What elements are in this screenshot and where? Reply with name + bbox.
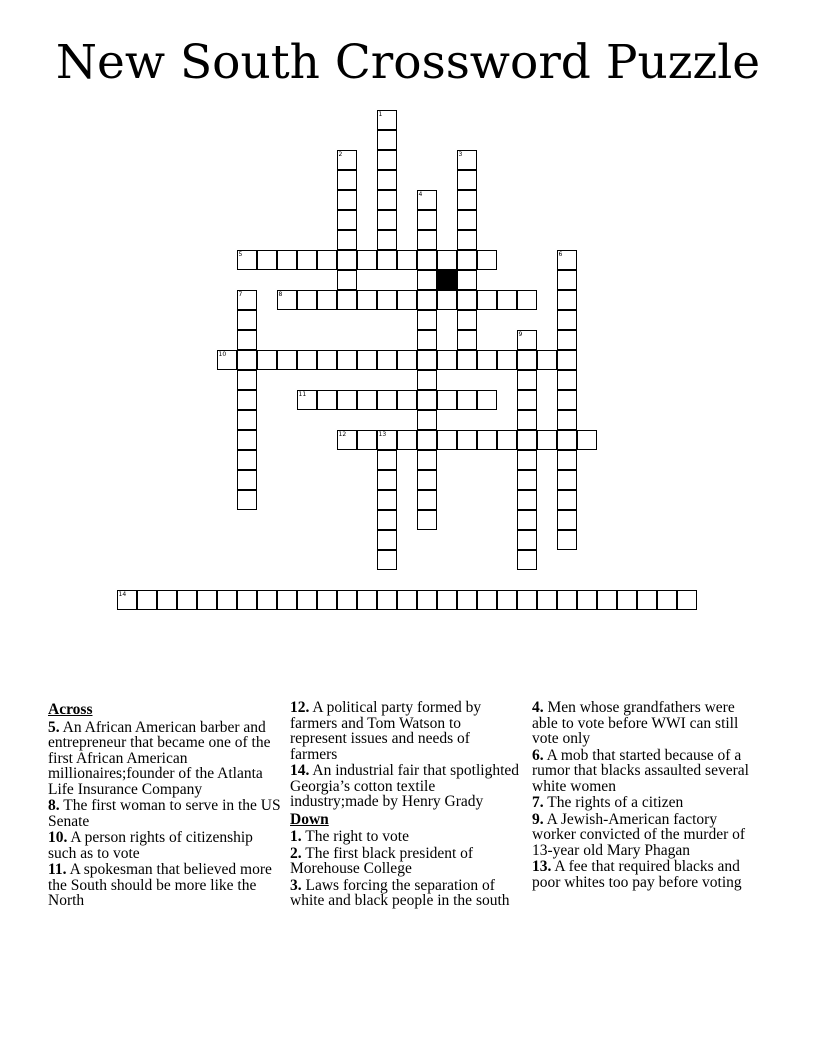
grid-cell[interactable]: [237, 590, 257, 610]
grid-cell[interactable]: [437, 350, 457, 370]
grid-cell[interactable]: [517, 510, 537, 530]
grid-cell[interactable]: [417, 510, 437, 530]
grid-cell[interactable]: [457, 590, 477, 610]
grid-cell[interactable]: [517, 530, 537, 550]
grid-cell[interactable]: [417, 490, 437, 510]
grid-cell[interactable]: [357, 250, 377, 270]
clue-text: The first woman to serve in the US Senate: [48, 797, 281, 830]
grid-cell[interactable]: [517, 370, 537, 390]
grid-cell[interactable]: [317, 390, 337, 410]
grid-cell[interactable]: [377, 230, 397, 250]
cell-number: 14: [118, 590, 127, 598]
grid-cell[interactable]: [557, 450, 577, 470]
grid-cell[interactable]: [197, 590, 217, 610]
grid-cell[interactable]: [377, 430, 397, 450]
clue-across-10: [48, 830, 284, 861]
grid-cell[interactable]: [457, 350, 477, 370]
grid-cell[interactable]: [497, 430, 517, 450]
grid-cell[interactable]: [457, 230, 477, 250]
cell-number: 2: [338, 150, 343, 158]
clue-text: An African American barber and entrepreneur that became one of the first African American millionaires;founder of the Atlanta Life Insurance Company: [48, 718, 271, 798]
grid-cell[interactable]: [457, 330, 477, 350]
grid-cell[interactable]: [557, 250, 577, 270]
grid-cell[interactable]: [577, 430, 597, 450]
grid-cell[interactable]: [377, 110, 397, 130]
clue-number: 6.: [532, 746, 544, 764]
grid-cell[interactable]: [517, 290, 537, 310]
grid-cell[interactable]: [417, 290, 437, 310]
grid-cell[interactable]: [477, 390, 497, 410]
grid-cell[interactable]: [337, 590, 357, 610]
grid-cell[interactable]: [257, 590, 277, 610]
grid-cell[interactable]: [337, 350, 357, 370]
grid-cell[interactable]: [497, 290, 517, 310]
grid-cell[interactable]: [417, 390, 437, 410]
grid-cell[interactable]: [317, 250, 337, 270]
grid-cell[interactable]: [377, 490, 397, 510]
clues-column-1: [48, 700, 284, 910]
clue-down-1: [290, 829, 520, 845]
cell-number: 5: [238, 250, 243, 258]
clue-down-6: [532, 748, 764, 795]
grid-cell[interactable]: [417, 350, 437, 370]
grid-cell[interactable]: [417, 370, 437, 390]
grid-cell[interactable]: [437, 250, 457, 270]
down-heading: Down: [290, 810, 329, 828]
grid-cell[interactable]: [337, 190, 357, 210]
grid-cell[interactable]: [557, 430, 577, 450]
grid-cell[interactable]: [337, 390, 357, 410]
grid-cell[interactable]: [657, 590, 677, 610]
clue-text: The rights of a citizen: [547, 794, 684, 811]
grid-cell[interactable]: [377, 470, 397, 490]
grid-cell[interactable]: [377, 150, 397, 170]
grid-cell[interactable]: [397, 290, 417, 310]
grid-cell[interactable]: [437, 390, 457, 410]
grid-cell[interactable]: [377, 290, 397, 310]
grid-cell[interactable]: [517, 490, 537, 510]
grid-cell[interactable]: [377, 130, 397, 150]
grid-cell[interactable]: [497, 590, 517, 610]
clue-text: An industrial fair that spotlighted Georgia’s cotton textile industry;made by Henry Grady: [290, 762, 520, 810]
grid-cell[interactable]: [517, 450, 537, 470]
grid-cell[interactable]: [237, 390, 257, 410]
clue-text: A Jewish-American factory worker convicted of the murder of 13-year old Mary Phagan: [532, 810, 746, 859]
grid-cell[interactable]: [457, 190, 477, 210]
grid-cell[interactable]: [557, 410, 577, 430]
cell-number: 3: [458, 150, 463, 158]
grid-cell[interactable]: [237, 490, 257, 510]
grid-cell[interactable]: [417, 410, 437, 430]
grid-cell[interactable]: [377, 510, 397, 530]
grid-cell[interactable]: [437, 430, 457, 450]
grid-cell[interactable]: [517, 350, 537, 370]
grid-cell[interactable]: [457, 170, 477, 190]
clue-down-9: [532, 812, 764, 859]
grid-cell[interactable]: [337, 230, 357, 250]
grid-cell[interactable]: [477, 250, 497, 270]
clue-text: The right to vote: [305, 828, 409, 845]
grid-cell[interactable]: [237, 470, 257, 490]
grid-cell[interactable]: [237, 310, 257, 330]
grid-cell[interactable]: [637, 590, 657, 610]
clue-text: A mob that started because of a rumor that blacks assaulted several white women: [532, 746, 749, 795]
grid-cell[interactable]: [277, 590, 297, 610]
cell-number: 7: [238, 290, 243, 298]
grid-cell[interactable]: [557, 530, 577, 550]
grid-cell[interactable]: [557, 370, 577, 390]
clue-down-4: [532, 700, 764, 747]
clue-number: 10.: [48, 829, 68, 846]
clue-across-12: [290, 700, 520, 762]
clue-number: 8.: [48, 797, 60, 814]
grid-cell[interactable]: [397, 350, 417, 370]
clue-number: 3.: [290, 876, 302, 894]
grid-cell[interactable]: [457, 270, 477, 290]
clue-down-7: [532, 795, 764, 811]
grid-cell[interactable]: [477, 590, 497, 610]
grid-cell[interactable]: [537, 350, 557, 370]
puzzle-title: New South Crossword Puzzle: [55, 35, 761, 90]
grid-cell[interactable]: [137, 590, 157, 610]
clue-number: 9.: [532, 810, 544, 828]
grid-cell[interactable]: [357, 350, 377, 370]
clue-number: 1.: [290, 828, 302, 845]
clue-number: 7.: [532, 794, 544, 811]
clue-down-3: [290, 878, 520, 909]
grid-cell[interactable]: [377, 530, 397, 550]
grid-cell[interactable]: [377, 450, 397, 470]
grid-cell[interactable]: [377, 250, 397, 270]
grid-cell[interactable]: [517, 590, 537, 610]
grid-cell[interactable]: [397, 430, 417, 450]
clues-column-2: [290, 700, 520, 910]
grid-cell[interactable]: [517, 470, 537, 490]
grid-cell[interactable]: [297, 390, 317, 410]
grid-cell[interactable]: [297, 590, 317, 610]
grid-cell[interactable]: [177, 590, 197, 610]
grid-cell[interactable]: [517, 550, 537, 570]
grid-cell[interactable]: [277, 250, 297, 270]
grid-cell[interactable]: [317, 290, 337, 310]
grid-cell[interactable]: [377, 590, 397, 610]
grid-cell[interactable]: [477, 290, 497, 310]
grid-cell[interactable]: [417, 230, 437, 250]
grid-cell[interactable]: [517, 330, 537, 350]
grid-cell[interactable]: [217, 350, 237, 370]
clue-text: Men whose grandfathers were able to vote before WWI can still vote only: [532, 699, 739, 747]
grid-cell[interactable]: [297, 350, 317, 370]
grid-cell[interactable]: [237, 450, 257, 470]
clue-down-2: [290, 846, 520, 877]
cell-number: 13: [378, 430, 387, 438]
grid-cell[interactable]: [237, 430, 257, 450]
grid-cell[interactable]: [377, 210, 397, 230]
grid-cell[interactable]: [457, 290, 477, 310]
grid-cell[interactable]: [377, 350, 397, 370]
clue-text: A political party formed by farmers and Tom Watson to represent issues and needs of farmers: [290, 699, 482, 763]
grid-cell[interactable]: [597, 590, 617, 610]
clue-text: A spokesman that believed more the South should be more like the North: [48, 861, 272, 909]
clues-column-3: [532, 700, 764, 891]
grid-cell[interactable]: [417, 330, 437, 350]
cell-number: 1: [378, 110, 383, 118]
grid-cell[interactable]: [257, 250, 277, 270]
grid-cell[interactable]: [397, 250, 417, 270]
clue-text: A fee that required blacks and poor whites too pay before voting: [532, 858, 742, 891]
across-heading: Across: [48, 701, 93, 718]
grid-cell[interactable]: [297, 250, 317, 270]
grid-cell[interactable]: [297, 290, 317, 310]
grid-cell[interactable]: [437, 590, 457, 610]
grid-cell[interactable]: [517, 430, 537, 450]
clue-text: Laws forcing the separation of white and black people in the south: [290, 876, 510, 909]
grid-cell[interactable]: [337, 150, 357, 170]
grid-cell[interactable]: [457, 250, 477, 270]
clue-number: 14.: [290, 762, 310, 779]
grid-cell[interactable]: [397, 390, 417, 410]
grid-cell[interactable]: [357, 390, 377, 410]
grid-cell[interactable]: [377, 390, 397, 410]
grid-cell[interactable]: [117, 590, 137, 610]
clue-across-5: [48, 720, 284, 798]
grid-cell[interactable]: [357, 430, 377, 450]
grid-cell[interactable]: [237, 350, 257, 370]
cell-number: 9: [518, 330, 523, 338]
clue-across-8: [48, 798, 284, 829]
clue-text: A person rights of citizenship such as to vote: [48, 829, 253, 862]
grid-cell[interactable]: [337, 170, 357, 190]
grid-cell[interactable]: [337, 430, 357, 450]
grid-cell[interactable]: [617, 590, 637, 610]
cell-number: 10: [218, 350, 227, 358]
grid-cell[interactable]: [337, 270, 357, 290]
grid-cell[interactable]: [557, 590, 577, 610]
grid-cell[interactable]: [257, 350, 277, 370]
grid-cell[interactable]: [457, 150, 477, 170]
grid-cell[interactable]: [557, 310, 577, 330]
cell-number: 8: [278, 290, 283, 298]
grid-cell[interactable]: [377, 190, 397, 210]
cell-number: 4: [418, 190, 423, 198]
grid-cell[interactable]: [577, 590, 597, 610]
grid-cell[interactable]: [417, 450, 437, 470]
grid-cell[interactable]: [337, 290, 357, 310]
grid-cell[interactable]: [377, 550, 397, 570]
grid-cell[interactable]: [237, 250, 257, 270]
grid-cell[interactable]: [557, 350, 577, 370]
grid-cell[interactable]: [237, 410, 257, 430]
grid-cell[interactable]: [477, 350, 497, 370]
grid-cell[interactable]: [557, 510, 577, 530]
grid-cell[interactable]: [557, 470, 577, 490]
grid-cell[interactable]: [557, 490, 577, 510]
grid-cell[interactable]: [397, 590, 417, 610]
grid-cell[interactable]: [357, 590, 377, 610]
grid-cell[interactable]: [417, 270, 437, 290]
grid-cell[interactable]: [477, 430, 497, 450]
clue-number: 11.: [48, 861, 67, 878]
grid-cell[interactable]: [237, 290, 257, 310]
grid-cell[interactable]: [417, 210, 437, 230]
grid-cell[interactable]: [337, 210, 357, 230]
grid-cell[interactable]: [517, 410, 537, 430]
grid-cell[interactable]: [557, 270, 577, 290]
clue-number: 4.: [532, 699, 544, 716]
clue-number: 12.: [290, 699, 310, 716]
grid-cell[interactable]: [457, 310, 477, 330]
grid-cell[interactable]: [417, 430, 437, 450]
clue-across-14: [290, 763, 520, 810]
grid-cell[interactable]: [497, 350, 517, 370]
grid-cell[interactable]: [417, 470, 437, 490]
grid-cell[interactable]: [437, 290, 457, 310]
grid-cell[interactable]: [557, 330, 577, 350]
grid-cell[interactable]: [417, 190, 437, 210]
grid-cell[interactable]: [417, 250, 437, 270]
grid-cell[interactable]: [457, 210, 477, 230]
grid-cell[interactable]: [237, 330, 257, 350]
grid-cell[interactable]: [557, 390, 577, 410]
cell-number: 12: [338, 430, 347, 438]
grid-cell[interactable]: [457, 390, 477, 410]
grid-cell[interactable]: [277, 350, 297, 370]
grid-cell[interactable]: [457, 430, 477, 450]
grid-cell[interactable]: [357, 290, 377, 310]
grid-black-square: [437, 270, 457, 290]
grid-cell[interactable]: [537, 430, 557, 450]
grid-cell[interactable]: [417, 590, 437, 610]
grid-cell[interactable]: [537, 590, 557, 610]
grid-cell[interactable]: [557, 290, 577, 310]
grid-cell[interactable]: [237, 370, 257, 390]
grid-cell[interactable]: [317, 590, 337, 610]
grid-cell[interactable]: [157, 590, 177, 610]
grid-cell[interactable]: [317, 350, 337, 370]
grid-cell[interactable]: [517, 390, 537, 410]
cell-number: 6: [558, 250, 563, 258]
grid-cell[interactable]: [677, 590, 697, 610]
cell-number: 11: [298, 390, 307, 398]
clue-number: 13.: [532, 858, 552, 875]
grid-cell[interactable]: [417, 310, 437, 330]
grid-cell[interactable]: [337, 250, 357, 270]
clue-text: The first black president of Morehouse College: [290, 844, 474, 877]
clue-number: 2.: [290, 844, 302, 862]
clue-number: 5.: [48, 718, 60, 736]
clue-down-13: [532, 859, 764, 890]
clue-across-11: [48, 862, 284, 909]
grid-cell[interactable]: [217, 590, 237, 610]
grid-cell[interactable]: [377, 170, 397, 190]
grid-cell[interactable]: [277, 290, 297, 310]
